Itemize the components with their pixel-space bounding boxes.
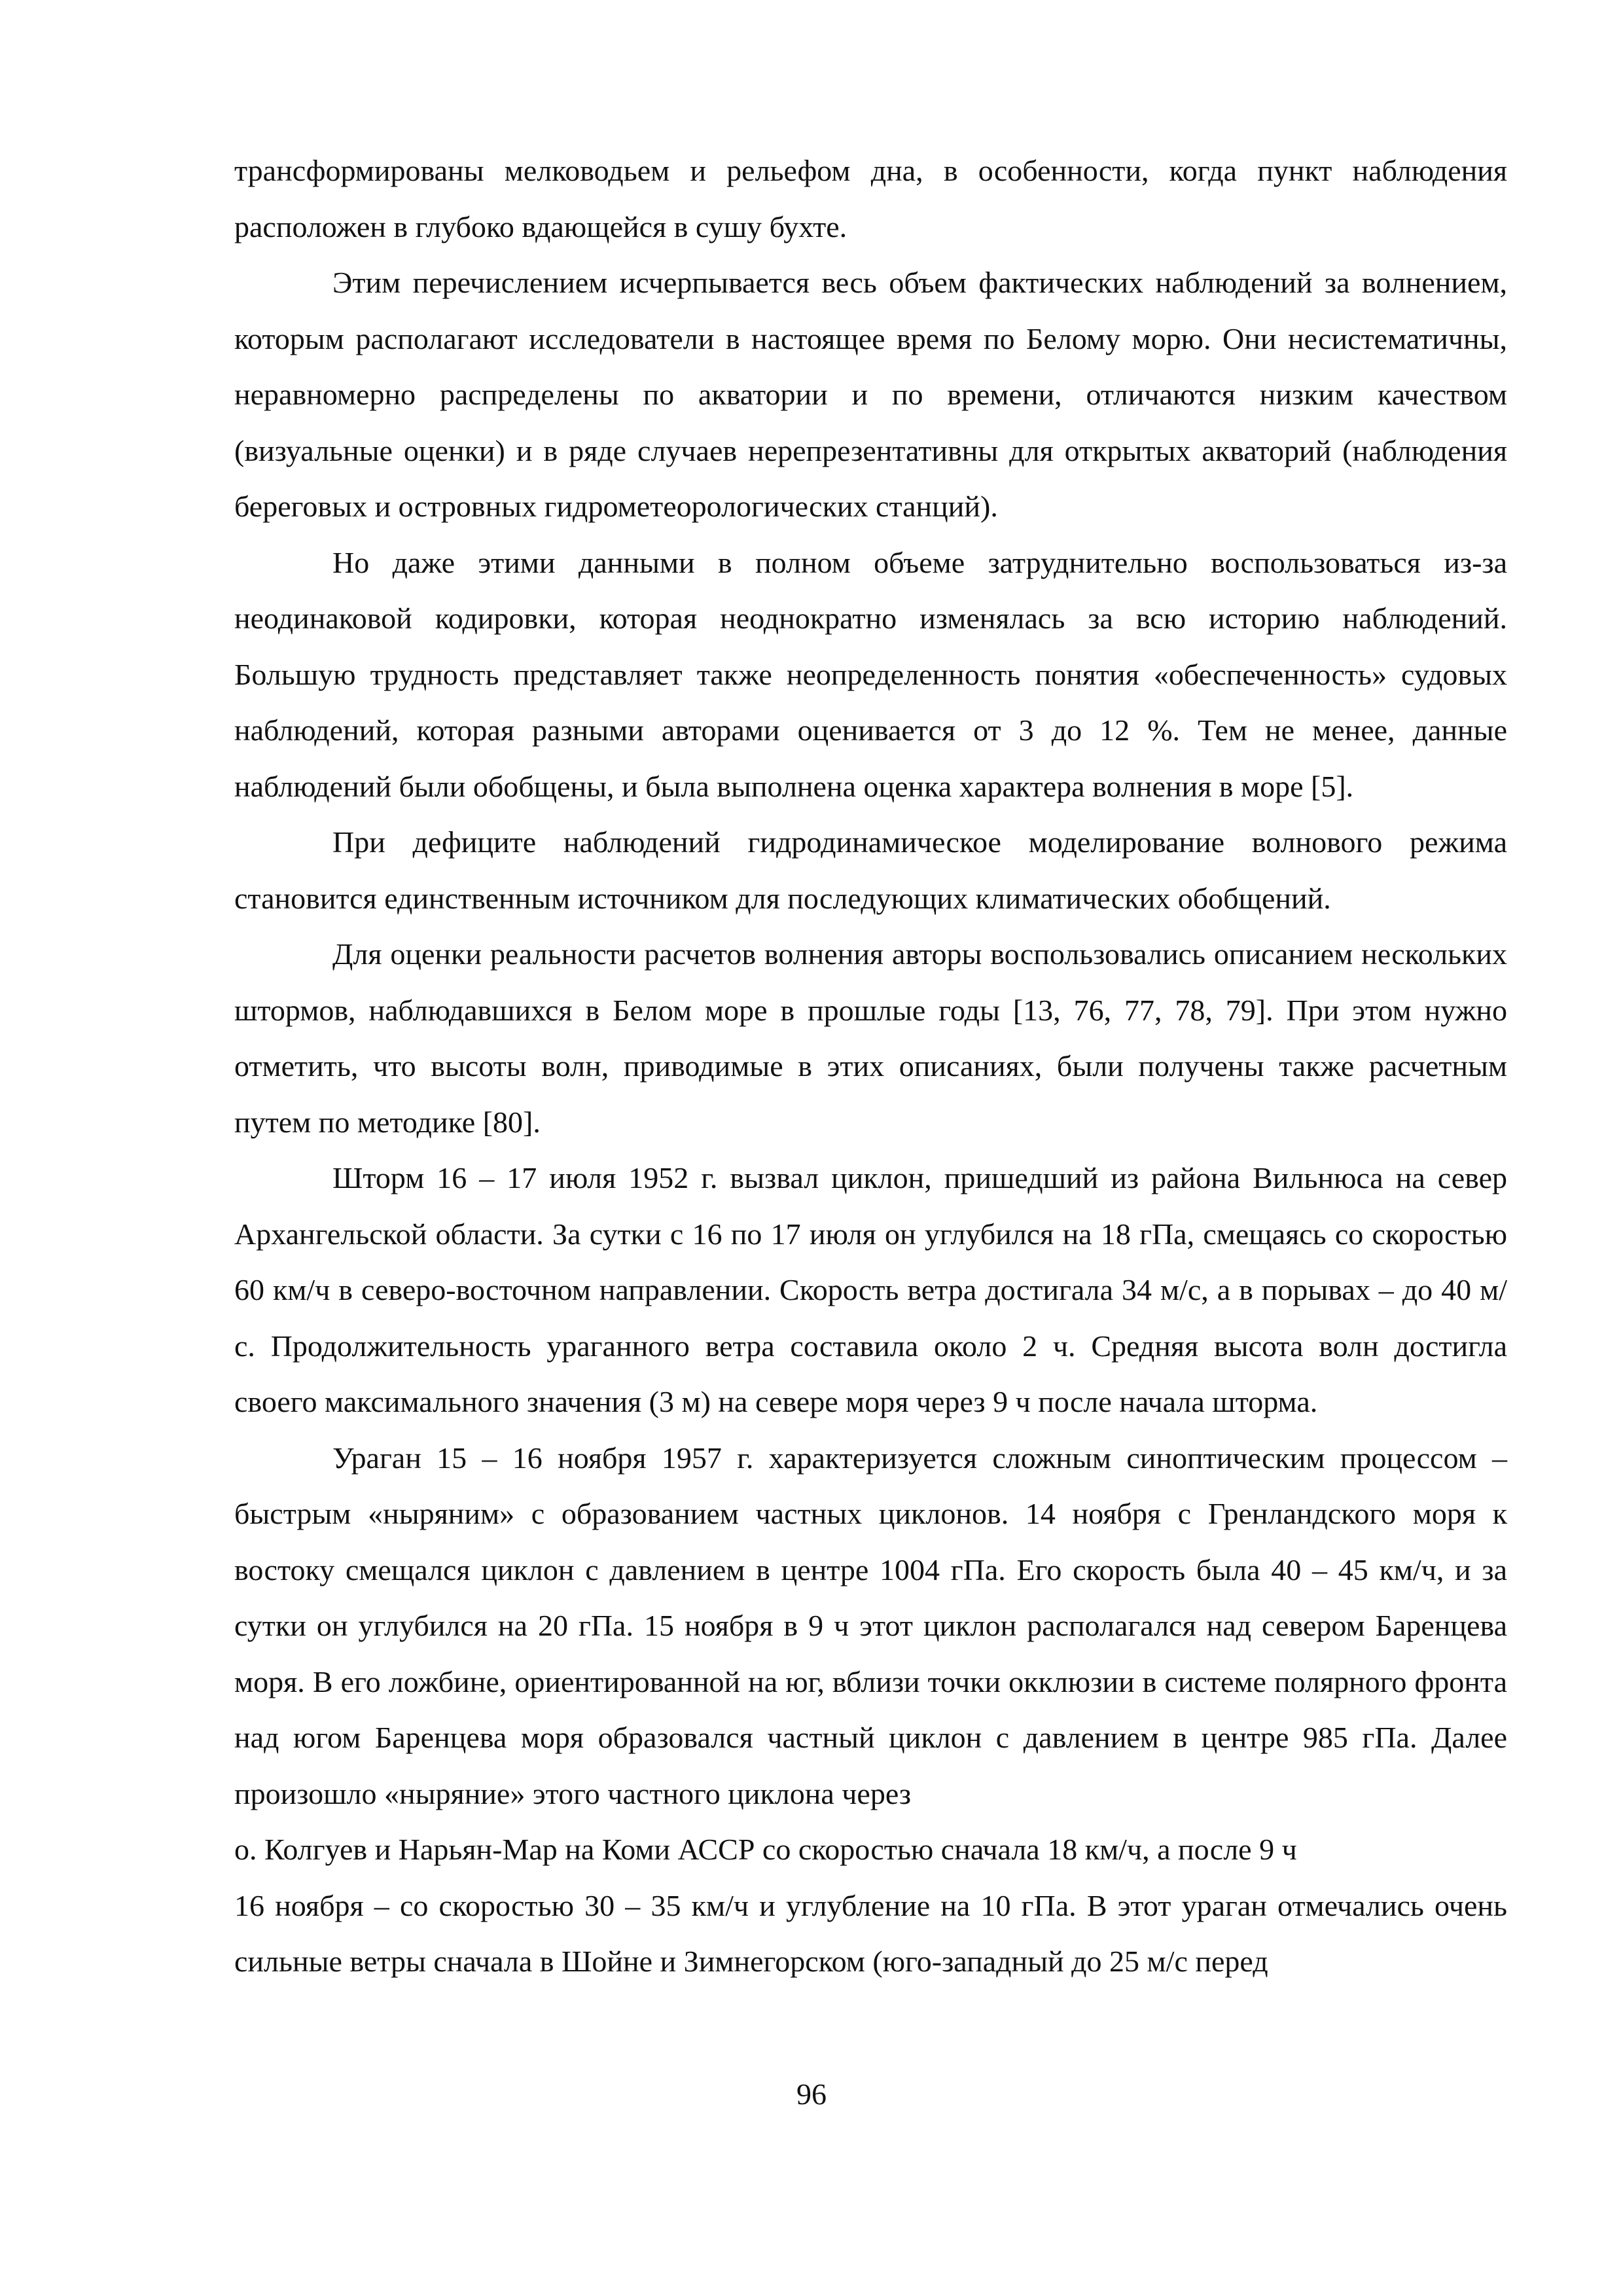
paragraph-coding-difficulty: Но даже этими данными в полном объеме затруднительно воспользоваться из-за неодинаковой кодировки, которая неоднократно изменялась за всю историю наблюдений. Большую трудность представляет также неопределенность понятия «обеспеченность» судовых наблюдений, которая разными авторами оценивается от 3 до 12 %. Тем не менее, данные наблюдений были обобщены, и была выполнена оценка характера волнения в море [5]. bbox=[234, 545, 1507, 803]
paragraph-observations-summary: Этим перечислением исчерпывается весь объем фактических наблюдений за волнением, которым располагают исследователи в настоящее время по Белому морю. Они несистематичны, неравномерно распределены по акватории и по времени, отличаются низким качеством (визуальные оценки) и в ряде случаев нерепрезентативны для открытых акваторий (наблюдения береговых и островных гидрометеорологических станций). bbox=[234, 266, 1507, 523]
paragraph-storm-descriptions: Для оценки реальности расчетов волнения авторы воспользовались описанием нескольких штормов, наблюдавшихся в Белом море в прошлые годы [13, 76, 77, 78, 79]. При этом нужно отметить, что высоты волн, приводимые в этих описаниях, были получены также расчетным путем по методике [80]. bbox=[234, 937, 1507, 1139]
page-number: 96 bbox=[796, 2077, 827, 2111]
line-kolguev: о. Колгуев и Нарьян-Мар на Коми АССР со скоростью сначала 18 км/ч, а после 9 ч bbox=[234, 1833, 1297, 1866]
paragraph-november-16: 16 ноября – со скоростью 30 – 35 км/ч и углубление на 10 гПа. В этот ураган отмечались очень сильные ветры сначала в Шойне и Зимнегорском (юго-западный до 25 м/с перед bbox=[234, 1888, 1507, 1978]
paragraph-hurricane-1957: Ураган 15 – 16 ноября 1957 г. характеризуется сложным синоптическим процессом – быстрым «ныряним» с образованием частных циклонов. 14 ноября с Гренландского моря к востоку смещался циклон с давлением в центре 1004 гПа. Его скорость была 40 – 45 км/ч, и за сутки он углубился на 20 гПа. 15 ноября в 9 ч этот циклон располагался над севером Баренцева моря. В его ложбине, ориентированной на юг, вблизи точки окклюзии в системе полярного фронта над югом Баренцева моря образовался частный циклон с давлением в центре 985 гПа. Далее произошло «ныряние» этого частного циклона через bbox=[234, 1441, 1507, 1810]
paragraph-modeling: При дефиците наблюдений гидродинамическое моделирование волнового режима становится единственным источником для последующих климатических обобщений. bbox=[234, 825, 1507, 915]
body-text bbox=[234, 143, 1507, 1990]
paragraph-continuation: трансформированы мелководьем и рельефом дна, в особенности, когда пункт наблюдения расположен в глубоко вдающейся в сушу бухте. bbox=[234, 154, 1507, 243]
paragraph-storm-1952: Шторм 16 – 17 июля 1952 г. вызвал циклон, пришедший из района Вильнюса на север Архангельской области. За сутки с 16 по 17 июля он углубился на 18 гПа, смещаясь со скоростью 60 км/ч в северо-восточном направлении. Скорость ветра достигала 34 м/с, а в порывах – до 40 м/с. Продолжительность ураганного ветра составила около 2 ч. Средняя высота волн достигла своего максимального значения (3 м) на севере моря через 9 ч после начала шторма. bbox=[234, 1161, 1507, 1418]
